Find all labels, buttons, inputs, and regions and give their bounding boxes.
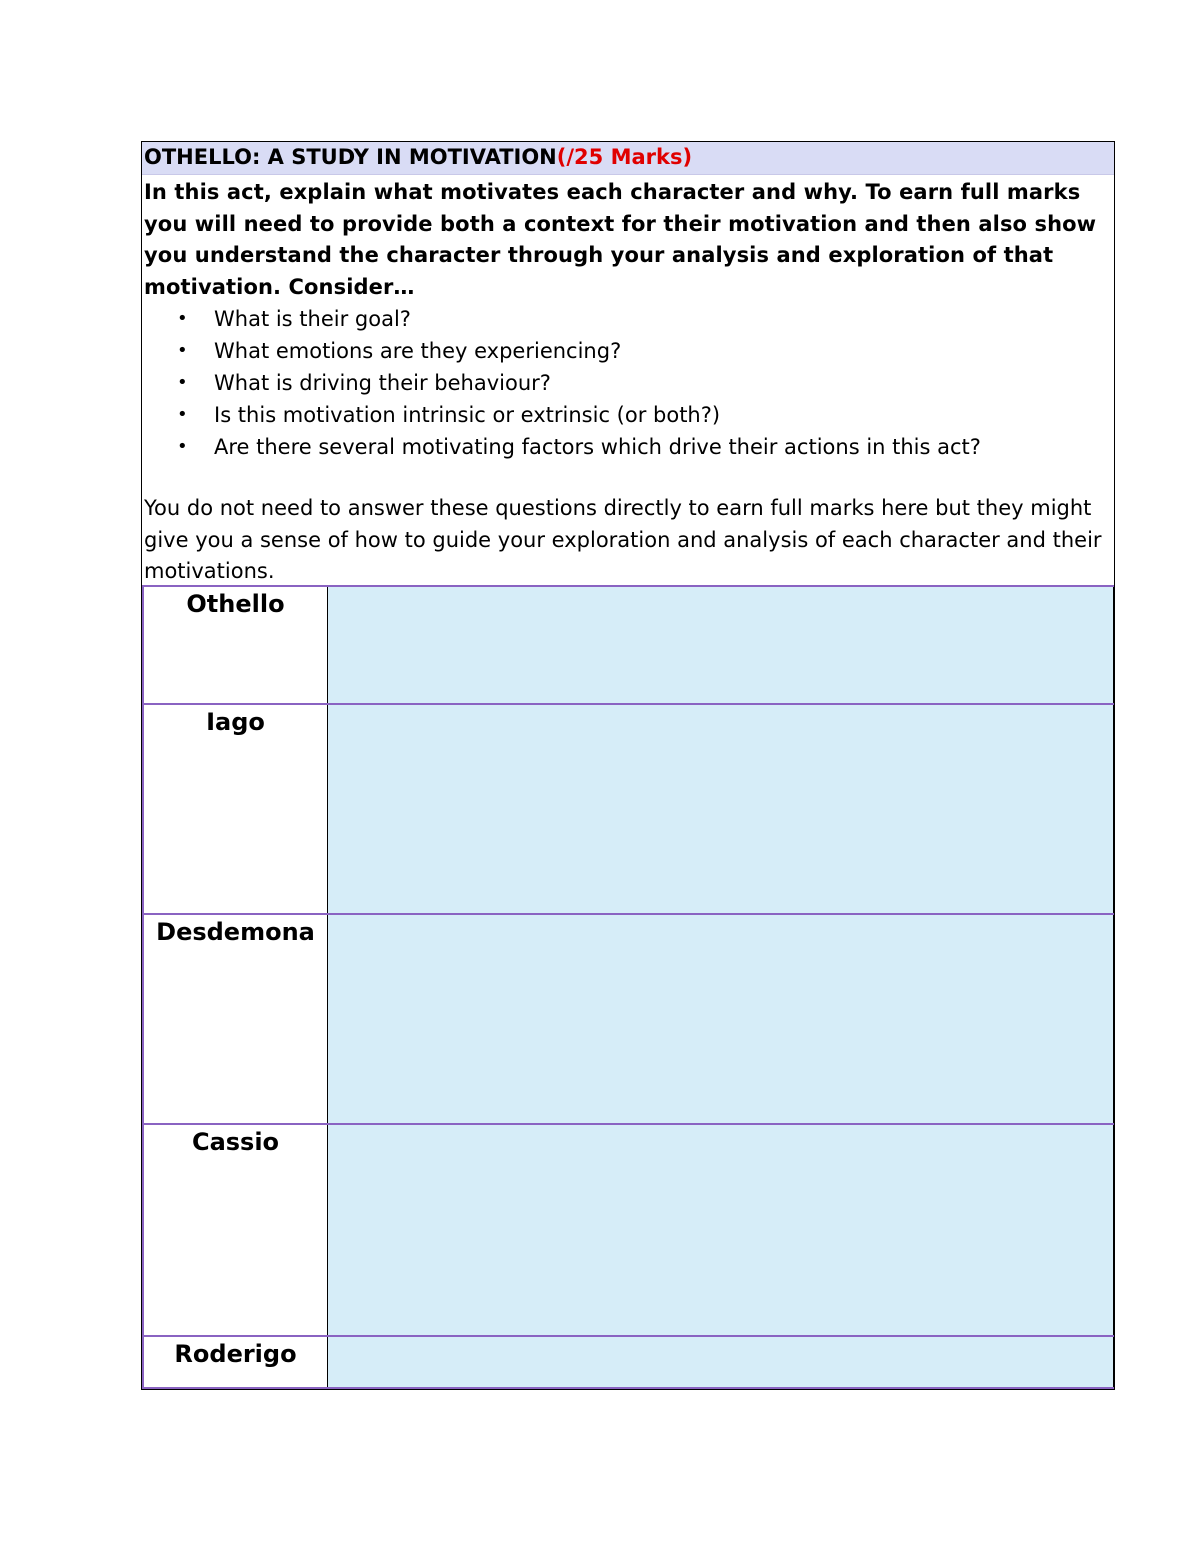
character-name: Desdemona bbox=[143, 914, 328, 1124]
character-name: Roderigo bbox=[143, 1336, 328, 1388]
bullet-icon: • bbox=[177, 340, 188, 361]
list-item: • What is their goal? bbox=[144, 303, 1112, 335]
answer-cell-othello[interactable] bbox=[328, 586, 1114, 704]
answer-cell-cassio[interactable] bbox=[328, 1124, 1114, 1336]
instructions-cell bbox=[142, 175, 1114, 585]
consider-list bbox=[144, 303, 1112, 463]
answer-cell-desdemona[interactable] bbox=[328, 914, 1114, 1124]
answer-cell-iago[interactable] bbox=[328, 704, 1114, 914]
bullet-icon: • bbox=[177, 372, 188, 393]
worksheet-table bbox=[141, 141, 1115, 1390]
worksheet-title: OTHELLO: A STUDY IN MOTIVATION bbox=[144, 145, 557, 169]
bullet-icon: • bbox=[177, 404, 188, 425]
list-item: • What emotions are they experiencing? bbox=[144, 335, 1112, 367]
bullet-icon: • bbox=[177, 308, 188, 329]
list-item: • What is driving their behaviour? bbox=[144, 367, 1112, 399]
table-row bbox=[143, 1124, 1114, 1336]
list-item: • Is this motivation intrinsic or extrinsic (or both?) bbox=[144, 399, 1112, 431]
table-row bbox=[143, 1336, 1114, 1388]
bullet-icon: • bbox=[177, 436, 188, 457]
character-name: Iago bbox=[143, 704, 328, 914]
instructions-intro: In this act, explain what motivates each character and why. To earn full marks you will need to provide both a context for their motivation and then also show you understand the character through your analysis and exploration of that motivation. Consider… bbox=[144, 180, 1097, 299]
instructions-note: You do not need to answer these questions directly to earn full marks here but they might give you a sense of how to guide your exploration and analysis of each character and their motivations. bbox=[144, 496, 1102, 583]
character-table bbox=[142, 585, 1114, 1389]
table-row bbox=[143, 914, 1114, 1124]
list-item: • Are there several motivating factors which drive their actions in this act? bbox=[144, 431, 1112, 463]
title-row bbox=[142, 142, 1114, 175]
marks-label: (/25 Marks) bbox=[556, 145, 693, 169]
table-row bbox=[143, 586, 1114, 704]
table-row bbox=[143, 704, 1114, 914]
character-name: Cassio bbox=[143, 1124, 328, 1336]
character-name: Othello bbox=[143, 586, 328, 704]
answer-cell-roderigo[interactable] bbox=[328, 1336, 1114, 1388]
